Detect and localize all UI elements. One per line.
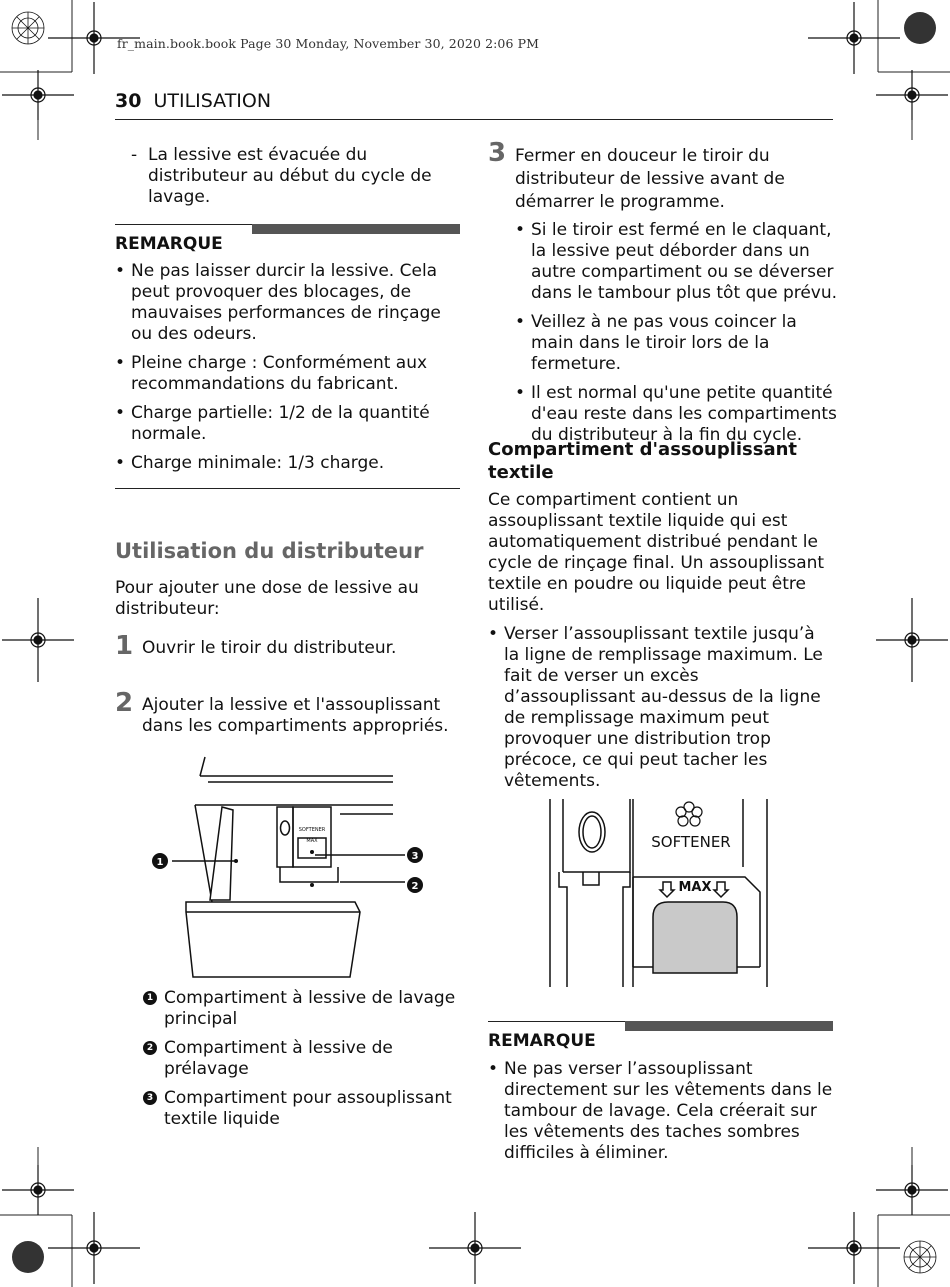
list-item: • Il est normal qu'une petite quantité d'eau reste dans les compartiments du distributeur à la fin du cycle.	[515, 383, 840, 446]
legend-number: 3	[143, 1091, 157, 1105]
max-label: MAX	[678, 880, 712, 895]
remarque1-bottom-rule	[115, 488, 460, 489]
legend-text: Compartiment pour assouplissant textile liquide	[164, 1088, 452, 1129]
dash-item-text: La lessive est évacuée du distributeur au début du cycle de lavage.	[148, 145, 432, 207]
remarque2-title: REMARQUE	[488, 1031, 596, 1051]
page-header	[115, 90, 271, 112]
header-rule	[115, 119, 833, 120]
list-item: • Verser l’assouplissant textile jusqu’à la ligne de remplissage maximum. Le fait de verser un excès d’assouplissant au-dessus de la ligne de remplissage maximum peut provoquer une distribution trop précoce, ce qui peut tacher les vêtements.	[488, 624, 833, 792]
legend-number: 2	[143, 1041, 157, 1055]
step-text: Ouvrir le tiroir du distributeur.	[142, 638, 397, 658]
dispenser-drawer-figure	[150, 752, 440, 982]
intro-text: Pour ajouter une dose de lessive au distributeur:	[115, 578, 419, 619]
legend-item	[143, 1088, 463, 1130]
legend-item	[143, 988, 463, 1030]
legend-text: Compartiment à lessive de prélavage	[164, 1038, 393, 1079]
legend-text: Compartiment à lessive de lavage principal	[164, 988, 456, 1029]
step-number: 3	[488, 138, 507, 168]
svg-text:3: 3	[411, 851, 419, 862]
section-title: UTILISATION	[153, 90, 272, 112]
softener-label: SOFTENER	[298, 827, 326, 833]
max-label: MAX	[306, 838, 318, 844]
softener-heading: Compartiment d'assouplissant textile	[488, 439, 798, 483]
callout-1	[152, 853, 168, 869]
svg-text:1: 1	[156, 857, 164, 868]
remarque2-list	[488, 1059, 833, 1172]
callout-3	[407, 847, 423, 863]
list-item: • Veillez à ne pas vous coincer la main dans le tiroir lors de la fermeture.	[515, 312, 840, 375]
legend-number: 1	[143, 991, 157, 1005]
softener-list	[488, 624, 833, 800]
softener-paragraph: Ce compartiment contient un assouplissant textile liquide qui est automatiquement distribué pendant le cycle de rinçage final. Un assouplissant textile en poudre ou liquide peut être utilisé.	[488, 490, 825, 615]
step-number: 2	[115, 688, 134, 718]
step-number: 1	[115, 631, 134, 661]
list-item: • Pleine charge : Conformément aux recommandations du fabricant.	[115, 353, 455, 395]
step3-list	[515, 220, 840, 454]
step-text: Fermer en douceur le tiroir du distributeur de lessive avant de démarrer le programme.	[515, 146, 785, 212]
print-slug: fr_main.book.book Page 30 Monday, November 30, 2020 2:06 PM	[117, 36, 540, 51]
list-item: • Charge minimale: 1/3 charge.	[115, 453, 455, 474]
legend-item	[143, 1038, 463, 1080]
step-text: Ajouter la lessive et l'assouplissant dans les compartiments appropriés.	[142, 695, 449, 736]
remarque1-title: REMARQUE	[115, 234, 223, 254]
section-heading: Utilisation du distributeur	[115, 539, 424, 563]
softener-compartment-figure	[545, 797, 775, 992]
remarque1-list	[115, 261, 455, 482]
dash-item: - La lessive est évacuée du distributeur au début du cycle de lavage.	[131, 145, 451, 208]
list-item: • Ne pas verser l’assouplissant directement sur les vêtements dans le tambour de lavage. Cela créerait sur les vêtements des taches sombres difficiles à éliminer.	[488, 1059, 833, 1164]
page-number: 30	[115, 90, 142, 112]
softener-label: SOFTENER	[651, 833, 731, 851]
list-item: • Ne pas laisser durcir la lessive. Cela peut provoquer des blocages, de mauvaises performances de rinçage ou des odeurs.	[115, 261, 455, 345]
callout-2	[407, 877, 423, 893]
figure-legend	[143, 988, 463, 1130]
list-item: • Si le tiroir est fermé en le claquant, la lessive peut déborder dans un autre compartiment ou se déverser dans le tambour plus tôt que prévu.	[515, 220, 840, 304]
list-item: • Charge partielle: 1/2 de la quantité normale.	[115, 403, 455, 445]
svg-text:2: 2	[411, 881, 419, 892]
